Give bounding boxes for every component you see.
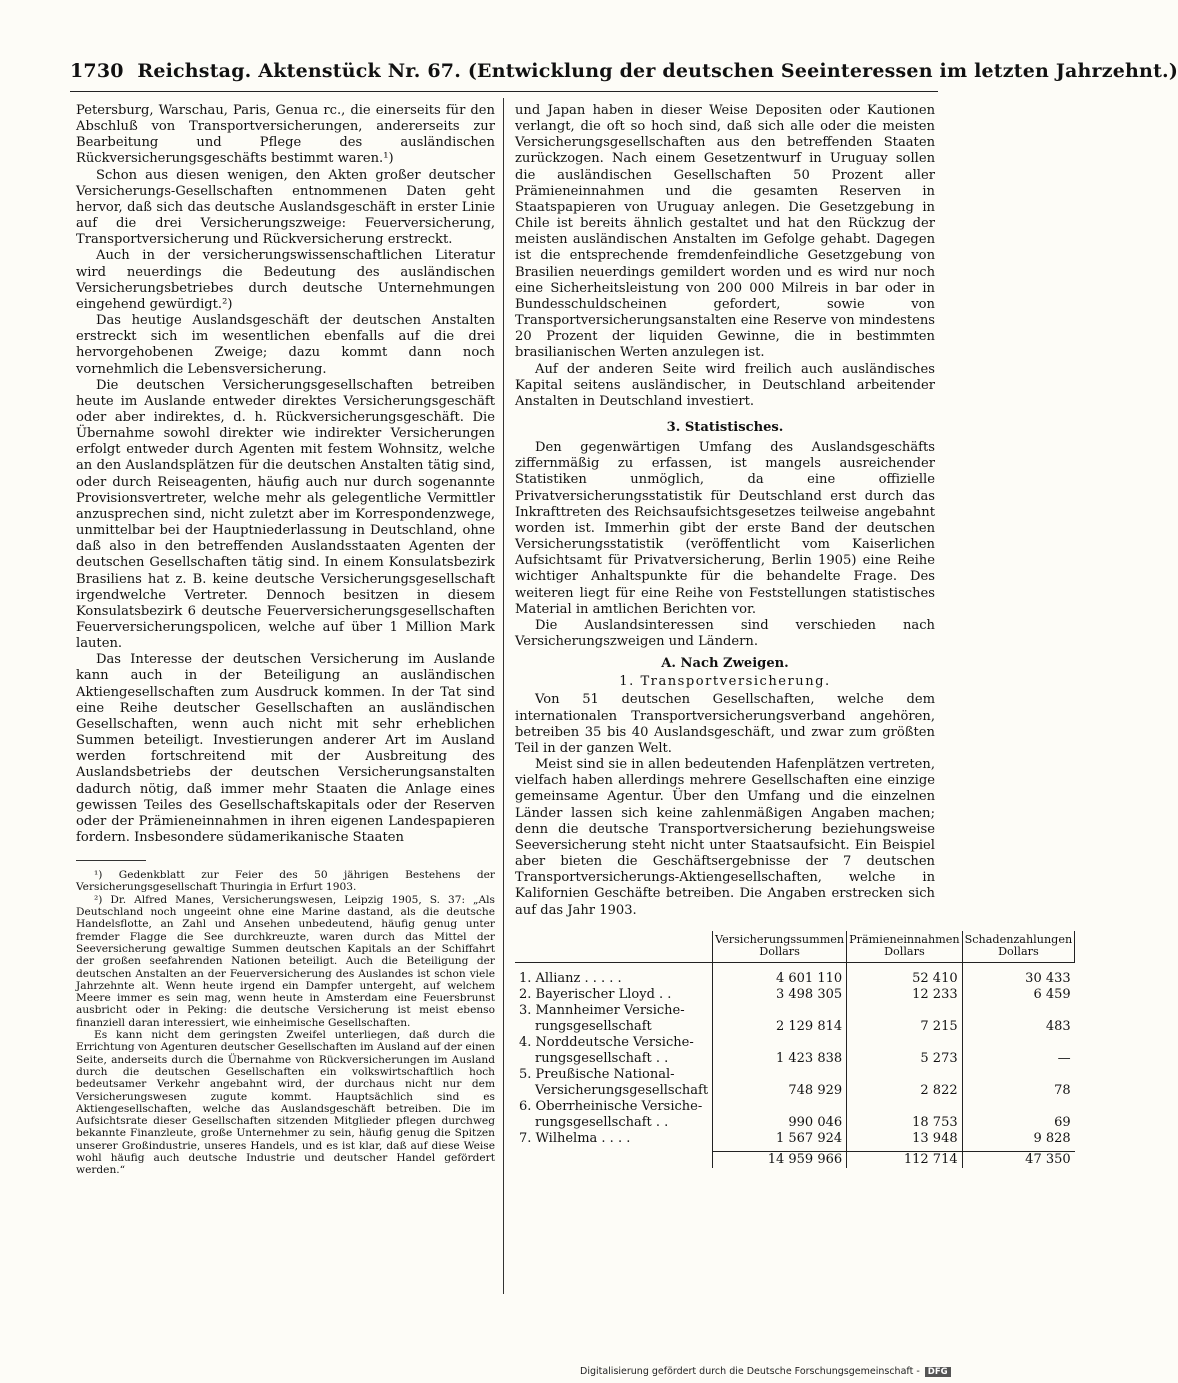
column-divider [503,98,504,1294]
left-column [76,103,495,1177]
cell-praemie: 18 753 [847,1099,962,1131]
table-header-empty [515,931,713,963]
total-praemie: 112 714 [847,1151,962,1168]
subsubsection-heading: 1. Transportversicherung. [619,674,831,690]
right-column [515,103,1073,1168]
cell-schaden: 9 828 [962,1131,1075,1152]
digitization-credit [580,1366,951,1377]
subsection-heading: A. Nach Zweigen. [661,656,789,672]
cell-praemie: 13 948 [847,1131,962,1152]
table-row [515,1131,1075,1152]
table-row [515,1067,1075,1099]
table-header-row [515,931,1075,963]
header-rule [70,91,938,92]
company-name: 3. Mannheimer Versiche- rungsgesellschaft [519,1002,685,1034]
paragraph: Von 51 deutschen Gesellschaften, welche dem internationalen Transportversicherungsverband angehören, betreiben 35 bis 40 Auslandsgeschäft, und zwar zum größten Teil in der ganzen Welt. [515,692,935,756]
footnotes [76,869,495,1176]
cell-schaden: 483 [962,1003,1075,1035]
total-label-empty [515,1151,713,1168]
company-name: 6. Oberrheinische Versiche- rungsgesellschaft . . [519,1098,703,1130]
footnote: ²) Dr. Alfred Manes, Versicherungswesen, Leipzig 1905, S. 37: „Als Deutschland noch ungeeint ohne eine Marine dastand, als die deutsche Handelsflotte, an Zahl und Ansehen unbedeutend, häufig genug unter fremder Flagge die See durchkreuzte, waren durch das Mittel der Seeversicherung gewaltige Summen deutschen Kapitals an der Schiffahrt der großen seefahrenden Nationen beteiligt. Auch die Beteiligung der deutschen Anstalten an der Feuerversicherung des Auslandes ist schon viele Jahrzehnte alt. Wenn heute irgend ein Dampfer untergeht, auf welchem Meere immer es sein mag, wenn heute in Amsterdam eine Feuersbrunst ausbricht oder in Peking: die deutsche Versicherung ist meist ebenso finanziell daran interessiert, wie einheimische Gesellschaften. [76,893,495,1029]
company-name: 2. Bayerischer Lloyd . . [519,986,672,1002]
cell-versicherungssumme: 4 601 110 [713,962,847,987]
dfg-logo: DFG [925,1367,951,1377]
company-name: 4. Norddeutsche Versiche- rungsgesellschaft . . [519,1034,694,1066]
table-total-row [515,1151,1075,1168]
table-row [515,1003,1075,1035]
paragraph: Die deutschen Versicherungsgesellschaften betreiben heute im Auslande entweder direktes Versicherungsgeschäft oder aber indirektes, d. h. Rückversicherungsgeschäft. Die Übernahme sowohl direkter wie indirekter Versicherungen erfolgt entweder durch Agenten mit festem Wohnsitz, welche an den Auslandsplätzen für die deutschen Anstalten tätig sind, oder durch Reiseagenten, häufig auch nur durch sogenannte Provisionsvertreter, welche mehr als gelegentliche Vermittler anzusprechen sind, nicht zuletzt aber im Korrespondenzwege, unmittelbar bei der Hauptniederlassung in Deutschland, ohne daß also in den betreffenden Auslandsstaaten Agenten der deutschen Gesellschaften tätig sind. In einem Konsulatsbezirk Brasiliens hat z. B. keine deutsche Versicherungsgesellschaft irgendwelche Vertreter. Dennoch besitzen in diesem Konsulatsbezirk 6 deutsche Feuerversicherungsgesellschaften Feuerversicherungspolicen, welche auf über 1 Million Mark lauten. [76,377,495,652]
table-header-schadenzahlungen: Schadenzahlungen Dollars [962,931,1075,963]
cell-praemie: 7 215 [847,1003,962,1035]
table-row [515,987,1075,1003]
cell-schaden: 30 433 [962,962,1075,987]
company-name: 5. Preußische National- Versicherungsgesellschaft [519,1066,709,1098]
table-header-praemieneinnahmen: Prämieneinnahmen Dollars [847,931,962,963]
cell-praemie: 12 233 [847,987,962,1003]
cell-versicherungssumme: 1 423 838 [713,1035,847,1067]
paragraph: Den gegenwärtigen Umfang des Auslandsgeschäfts ziffernmäßig zu erfassen, ist mangels ausreichender Statistiken unmöglich, da eine offizielle Privatversicherungsstatistik für Deutschland erst durch das Inkrafttreten des Reichsaufsichtsgesetzes teilweise angebahnt worden ist. Immerhin gibt der erste Band der deutschen Versicherungsstatistik (veröffentlicht vom Kaiserlichen Aufsichtsamt für Privatversicherung, Berlin 1905) eine Reihe wichtiger Anhaltspunkte für die behandelte Frage. Des weiteren liegt für eine Reihe von Feststellungen statistisches Material in amtlichen Berichten vor. [515,440,935,617]
total-schaden: 47 350 [962,1151,1075,1168]
paragraph: und Japan haben in dieser Weise Depositen oder Kautionen verlangt, die oft so hoch sind, daß sich alle oder die meisten Versicherungsgesellschaften aus den betreffenden Staaten zurückzogen. Nach einem Gesetzentwurf in Uruguay sollen die ausländischen Gesellschaften 50 Prozent aller Prämieneinnahmen und die gesamten Reserven in Staatspapieren von Uruguay anlegen. Die Gesetzgebung in Chile ist bereits ähnlich gestaltet und hat den Rückzug der meisten ausländischen Anstalten im Gefolge gehabt. Dagegen ist die entsprechende fremdenfeindliche Gesetzgebung von Brasilien neuerdings gemildert worden und es wird nur noch eine Sicherheitsleistung von 200 000 Milreis in bar oder in Bundesschuldscheinen gefordert, sowie von Transportversicherungsanstalten eine Reserve von mindestens 20 Prozent der liquiden Gewinne, die in bestimmten brasilianischen Werten anzulegen ist. [515,103,935,361]
company-name: 7. Wilhelma . . . . [519,1131,631,1147]
statistics-table [515,931,1075,1168]
cell-versicherungssumme: 990 046 [713,1099,847,1131]
company-name: 1. Allianz . . . . . [519,970,622,986]
paragraph: Auf der anderen Seite wird freilich auch ausländisches Kapital seitens ausländischer, in Deutschland arbeitender Anstalten in Deutschland investiert. [515,361,935,409]
table-header-versicherungssummen: Versicherungssummen Dollars [713,931,847,963]
paragraph: Das Interesse der deutschen Versicherung im Auslande kann auch in der Beteiligung an ausländischen Aktiengesellschaften zum Ausdruck kommen. In der Tat sind eine Reihe deutscher Gesellschaften an ausländischen Gesellschaften, wenn auch nicht mit sehr erheblichen Summen beteiligt. Investierungen anderer Art im Ausland werden fortschreitend mit der Ausbreitung des Auslandsbetriebs der deutschen Versicherungsanstalten dadurch nötig, daß immer mehr Staaten die Anlage eines gewissen Teiles des Gesellschaftskapitals oder der Reserven oder der Prämieneinnahmen in ihren eigenen Landespapieren fordern. Insbesondere südamerikanische Staaten [76,652,495,846]
paragraph: Die Auslandsinteressen sind verschieden nach Versicherungszweigen und Ländern. [515,617,935,649]
cell-praemie: 2 822 [847,1067,962,1099]
page-number: 1730 [70,60,124,82]
cell-versicherungssumme: 3 498 305 [713,987,847,1003]
cell-schaden: 78 [962,1067,1075,1099]
cell-schaden: — [962,1035,1075,1067]
paragraph: Petersburg, Warschau, Paris, Genua rc., die einerseits für den Abschluß von Transportversicherungen, andererseits zur Bearbeitung und Pflege des ausländischen Rückversicherungsgeschäfts bestimmt waren.¹) [76,103,495,167]
page-header [70,60,1178,82]
cell-schaden: 6 459 [962,987,1075,1003]
cell-versicherungssumme: 748 929 [713,1067,847,1099]
running-title: Reichstag. Aktenstück Nr. 67. (Entwicklung der deutschen Seeinteressen im letzten Jahrzehnt.) [137,60,1178,82]
table-row [515,1099,1075,1131]
cell-schaden: 69 [962,1099,1075,1131]
footnote-rule [76,860,146,861]
section-heading: 3. Statistisches. [666,419,784,435]
table-row [515,1035,1075,1067]
paragraph: Meist sind sie in allen bedeutenden Hafenplätzen vertreten, vielfach haben allerdings mehrere Gesellschaften eine einzige gemeinsame Agentur. Über den Umfang und die einzelnen Länder lassen sich keine zahlenmäßigen Angaben machen; denn die deutsche Transportversicherung beziehungsweise Seeversicherung steht nicht unter Staatsaufsicht. Ein Beispiel aber bieten die Geschäftsergebnisse der 7 deutschen Transportversicherungs-Aktiengesellschaften, welche in Kalifornien Geschäfte betreiben. Die Angaben erstrecken sich auf das Jahr 1903. [515,757,935,918]
cell-versicherungssumme: 2 129 814 [713,1003,847,1035]
cell-praemie: 52 410 [847,962,962,987]
credit-text: Digitalisierung gefördert durch die Deutsche Forschungsgemeinschaft - [580,1366,920,1377]
paragraph: Das heutige Auslandsgeschäft der deutschen Anstalten erstreckt sich im wesentlichen ebenfalls auf die drei hervorgehobenen Zweige; dazu kommt dann noch vornehmlich die Lebensversicherung. [76,313,495,377]
table-row [515,962,1075,987]
footnote: ¹) Gedenkblatt zur Feier des 50 jährigen Bestehens der Versicherungsgesellschaft Thuringia in Erfurt 1903. [76,869,495,894]
paragraph: Schon aus diesen wenigen, den Akten großer deutscher Versicherungs-Gesellschaften entnommenen Daten geht hervor, daß sich das deutsche Auslandsgeschäft in erster Linie auf die drei Versicherungszweige: Feuerversicherung, Transportversicherung und Rückversicherung erstreckt. [76,167,495,248]
paragraph: Auch in der versicherungswissenschaftlichen Literatur wird neuerdings die Bedeutung des ausländischen Versicherungsbetriebes durch deutsche Unternehmungen eingehend gewürdigt.²) [76,248,495,312]
cell-versicherungssumme: 1 567 924 [713,1131,847,1152]
footnote: Es kann nicht dem geringsten Zweifel unterliegen, daß durch die Errichtung von Agenturen deutscher Gesellschaften im Ausland auf der einen Seite, anderseits durch die Übernahme von Rückversicherungen im Ausland durch die deutschen Gesellschaften ein volkswirtschaftlich hoch bedeutsamer Verkehr angebahnt wird, der durchaus nicht nur dem Versicherungswesen zugute kommt. Hauptsächlich sind es Aktiengesellschaften, welche das Auslandsgeschäft betreiben. Die im Aufsichtsrate dieser Gesellschaften sitzenden Mitglieder pflegen durchweg bekannte Finanzleute, große Unternehmer zu sein, häufig genug die Spitzen unserer Großindustrie, unseres Handels, und es ist klar, daß auf diese Weise wohl häufig auch deutsche Industrie und deutscher Handel gefördert werden.“ [76,1029,495,1177]
cell-praemie: 5 273 [847,1035,962,1067]
total-versicherungssumme: 14 959 966 [713,1151,847,1168]
